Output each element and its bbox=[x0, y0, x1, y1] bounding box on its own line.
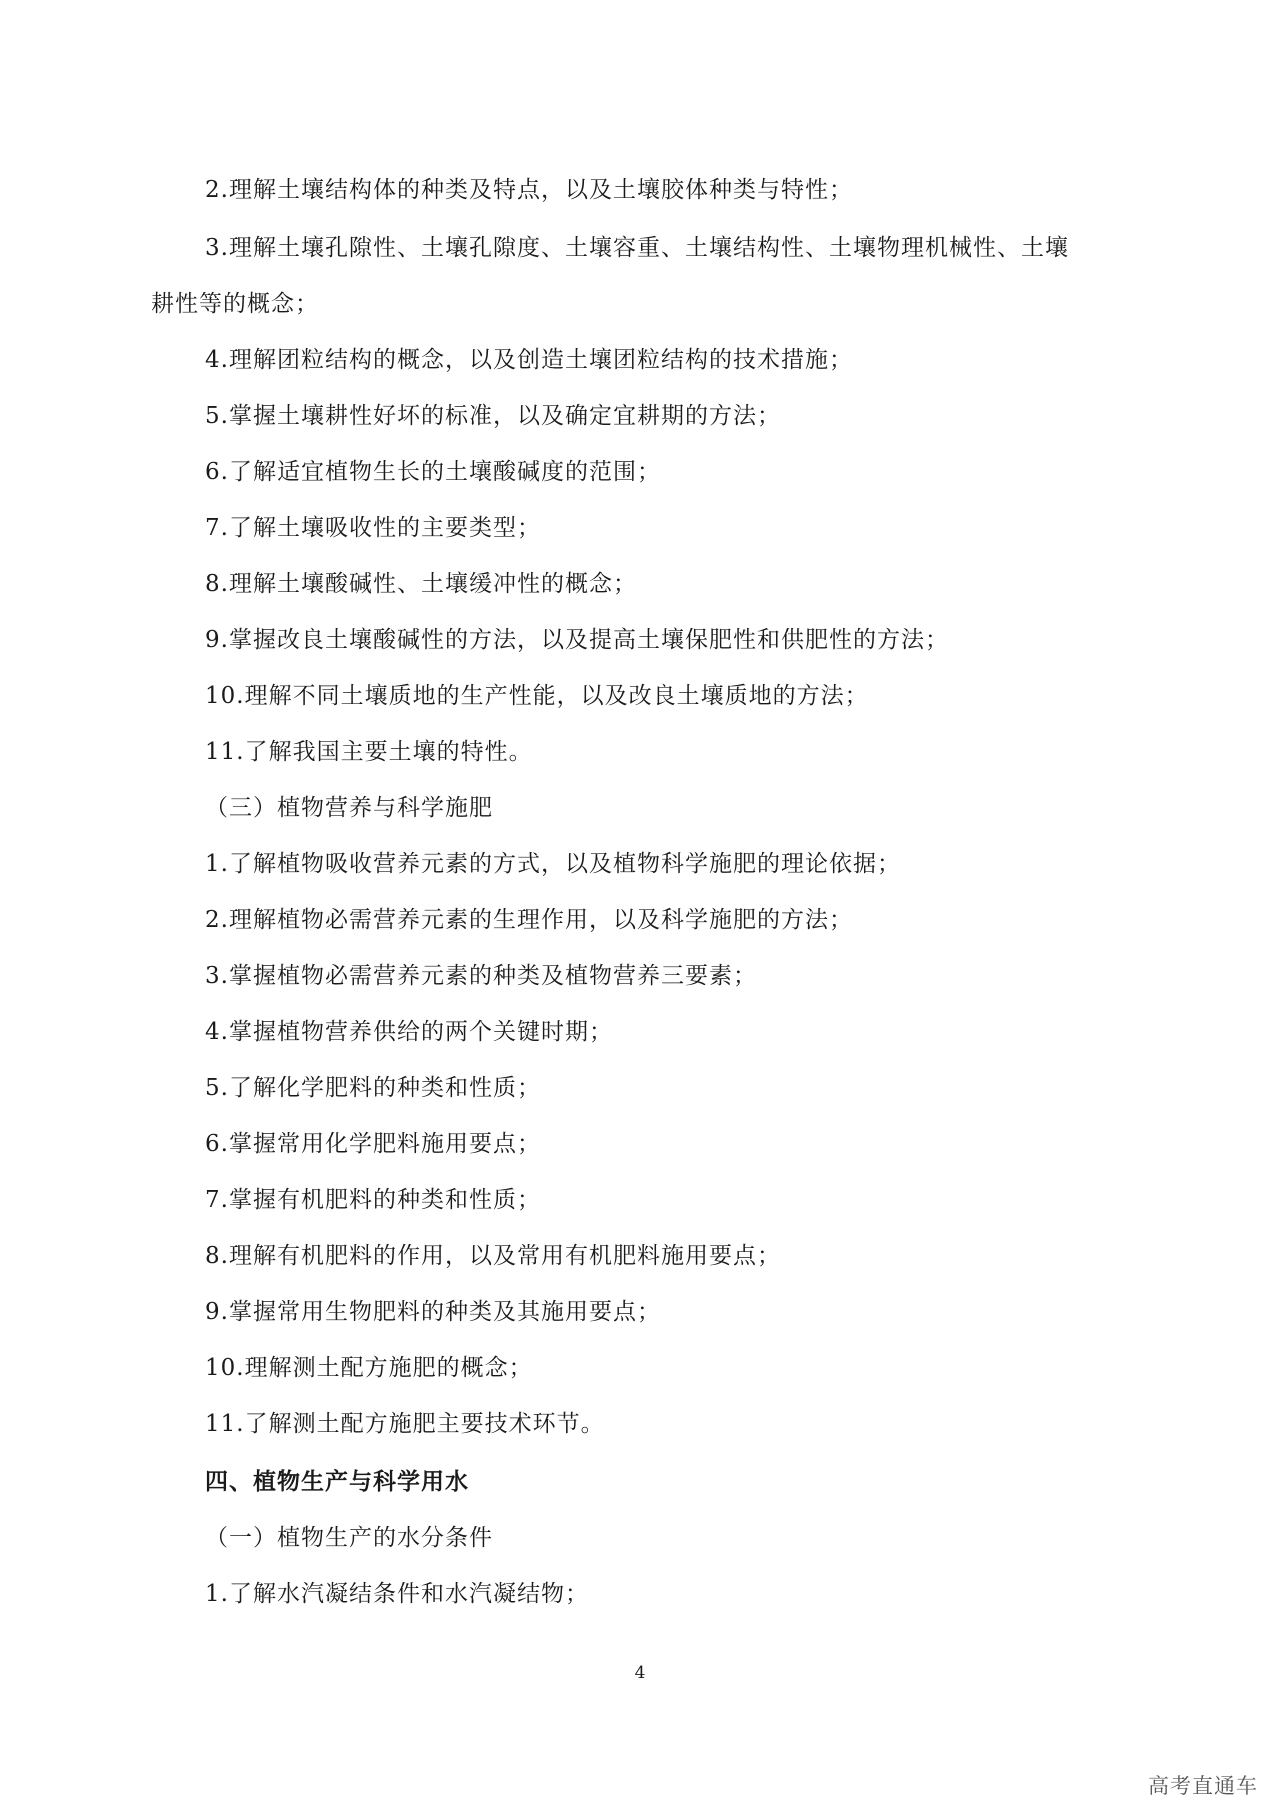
text-line: 耕性等的概念； bbox=[151, 291, 319, 317]
text-line: 6.掌握常用化学肥料施用要点； bbox=[205, 1131, 541, 1157]
text-line: 8.理解有机肥料的作用，以及常用有机肥料施用要点； bbox=[205, 1243, 781, 1269]
text-line: 3.掌握植物必需营养元素的种类及植物营养三要素； bbox=[205, 963, 757, 989]
section-subheading: （一）植物生产的水分条件 bbox=[205, 1525, 493, 1551]
text-line: 9.掌握改良土壤酸碱性的方法，以及提高土壤保肥性和供肥性的方法； bbox=[205, 627, 949, 653]
text-line: 9.掌握常用生物肥料的种类及其施用要点； bbox=[205, 1299, 661, 1325]
text-line: 8.理解土壤酸碱性、土壤缓冲性的概念； bbox=[205, 571, 637, 597]
text-line: 1.了解植物吸收营养元素的方式，以及植物科学施肥的理论依据； bbox=[205, 851, 901, 877]
text-line: 7.掌握有机肥料的种类和性质； bbox=[205, 1187, 541, 1213]
text-line: 5.掌握土壤耕性好坏的标准，以及确定宜耕期的方法； bbox=[205, 403, 781, 429]
text-line: 3.理解土壤孔隙性、土壤孔隙度、土壤容重、土壤结构性、土壤物理机械性、土壤 bbox=[205, 235, 1069, 261]
text-line: 4.掌握植物营养供给的两个关键时期； bbox=[205, 1019, 613, 1045]
text-line: 2.理解植物必需营养元素的生理作用，以及科学施肥的方法； bbox=[205, 907, 853, 933]
page-number: 4 bbox=[634, 1663, 646, 1683]
text-line: 4.理解团粒结构的概念，以及创造土壤团粒结构的技术措施； bbox=[205, 347, 853, 373]
text-line: 10.理解不同土壤质地的生产性能，以及改良土壤质地的方法； bbox=[205, 683, 869, 709]
text-line: 1.了解水汽凝结条件和水汽凝结物； bbox=[205, 1581, 589, 1607]
text-line: 2.理解土壤结构体的种类及特点，以及土壤胶体种类与特性； bbox=[205, 177, 853, 203]
text-line: 10.理解测土配方施肥的概念； bbox=[205, 1355, 533, 1381]
text-line: 11.了解我国主要土壤的特性。 bbox=[205, 739, 533, 765]
section-heading: 四、植物生产与科学用水 bbox=[205, 1469, 469, 1495]
section-subheading: （三）植物营养与科学施肥 bbox=[205, 795, 493, 821]
text-line: 6.了解适宜植物生长的土壤酸碱度的范围； bbox=[205, 459, 661, 485]
text-line: 5.了解化学肥料的种类和性质； bbox=[205, 1075, 541, 1101]
watermark: 高考直通车 bbox=[1148, 1774, 1258, 1798]
text-line: 7.了解土壤吸收性的主要类型； bbox=[205, 515, 541, 541]
text-line: 11.了解测土配方施肥主要技术环节。 bbox=[205, 1411, 605, 1437]
